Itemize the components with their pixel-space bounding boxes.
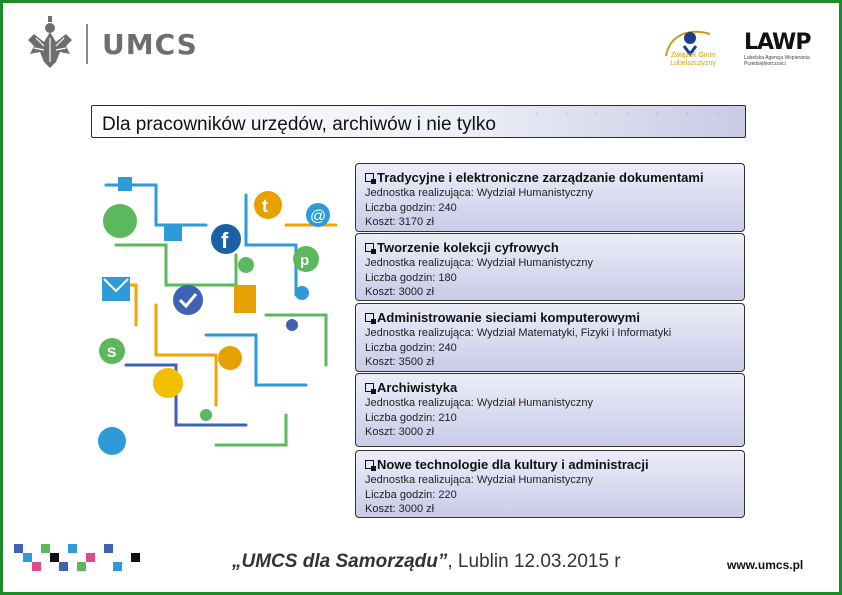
- course-card[interactable]: [355, 450, 745, 518]
- sms-icon: [218, 346, 242, 370]
- banner-title: Dla pracowników urzędów, archiwów i nie tylko: [102, 114, 496, 135]
- banner-decoration: · · · · · · ·: [535, 108, 731, 119]
- svg-text:S: S: [107, 344, 117, 360]
- bullet-icon: [365, 243, 374, 252]
- course-title: Archiwistyka: [365, 380, 744, 395]
- bullet-icon: [365, 460, 374, 469]
- umcs-wordmark: UMCS: [102, 27, 198, 61]
- svg-text:f: f: [221, 228, 229, 253]
- umcs-logo: [24, 14, 198, 74]
- lawp-wordmark: LAWP: [744, 30, 811, 55]
- course-title: Administrowanie sieciami komputerowymi: [365, 310, 744, 325]
- lawp-logo: [744, 30, 814, 67]
- user-icon: [238, 257, 254, 273]
- course-unit: Jednostka realizująca: Wydział Humanistyczny: [365, 187, 593, 199]
- document-icon: [234, 285, 256, 313]
- phone-icon: [98, 427, 126, 455]
- svg-text:p: p: [300, 252, 310, 269]
- course-title: Tradycyjne i elektroniczne zarządzanie dokumentami: [365, 170, 744, 185]
- pixel-mosaic-decoration: [14, 540, 149, 580]
- svg-text:t: t: [262, 196, 268, 216]
- eagle-emblem-icon: [24, 16, 76, 72]
- logo-separator: [86, 24, 88, 64]
- tumblr-icon: [254, 191, 282, 219]
- star-icon: [295, 286, 309, 300]
- lawp-subtitle: Lubelska Agencja Wspierania Przedsiębiorczości: [744, 55, 810, 67]
- course-unit: Jednostka realizująca: Wydział Matematyki, Fizyki i Informatyki: [365, 327, 672, 339]
- check-icon: [173, 285, 203, 315]
- bullet-icon: [365, 173, 374, 182]
- rss-icon: [118, 177, 132, 191]
- course-card[interactable]: [355, 233, 745, 301]
- footer-title-rest: , Lublin 12.03.2015 r: [447, 551, 621, 572]
- course-cost: Koszt: 3500 zł: [365, 356, 435, 368]
- course-card[interactable]: [355, 373, 745, 447]
- bullet-icon: [365, 313, 374, 322]
- zgl-logo-label: Związek Gmin Lubelszczyzny: [670, 52, 716, 67]
- course-cost: Koszt: 3170 zł: [365, 216, 435, 228]
- course-card[interactable]: [355, 163, 745, 232]
- video-icon: [164, 225, 182, 241]
- group-icon: [286, 319, 298, 331]
- course-title: Tworzenie kolekcji cyfrowych: [365, 240, 744, 255]
- course-title: Nowe technologie dla kultury i administracji: [365, 457, 744, 472]
- course-hours: Liczba godzin: 220: [365, 488, 457, 501]
- svg-text:@: @: [310, 208, 327, 225]
- script-icon: [153, 368, 183, 398]
- course-unit: Jednostka realizująca: Wydział Humanistyczny: [365, 257, 593, 269]
- website-link[interactable]: www.umcs.pl: [727, 558, 804, 572]
- social-network-illustration: [96, 165, 351, 465]
- course-hours: Liczba godzin: 180: [365, 271, 457, 284]
- course-unit: Jednostka realizująca: Wydział Humanistyczny: [365, 397, 593, 409]
- bullet-icon: [365, 383, 374, 392]
- course-hours: Liczba godzin: 240: [365, 201, 457, 214]
- footer-title: [232, 551, 621, 573]
- course-cost: Koszt: 3000 zł: [365, 503, 435, 515]
- course-unit: Jednostka realizująca: Wydział Humanistyczny: [365, 474, 593, 486]
- course-card[interactable]: [355, 303, 745, 372]
- course-cost: Koszt: 3000 zł: [365, 426, 435, 438]
- footer-title-bold: „UMCS dla Samorządu”: [232, 551, 448, 572]
- people-icon: [200, 409, 212, 421]
- course-cost: Koszt: 3000 zł: [365, 286, 435, 298]
- section-banner: [91, 105, 746, 138]
- course-hours: Liczba godzin: 240: [365, 341, 457, 354]
- recycle-icon: [103, 204, 137, 238]
- course-hours: Liczba godzin: 210: [365, 411, 457, 424]
